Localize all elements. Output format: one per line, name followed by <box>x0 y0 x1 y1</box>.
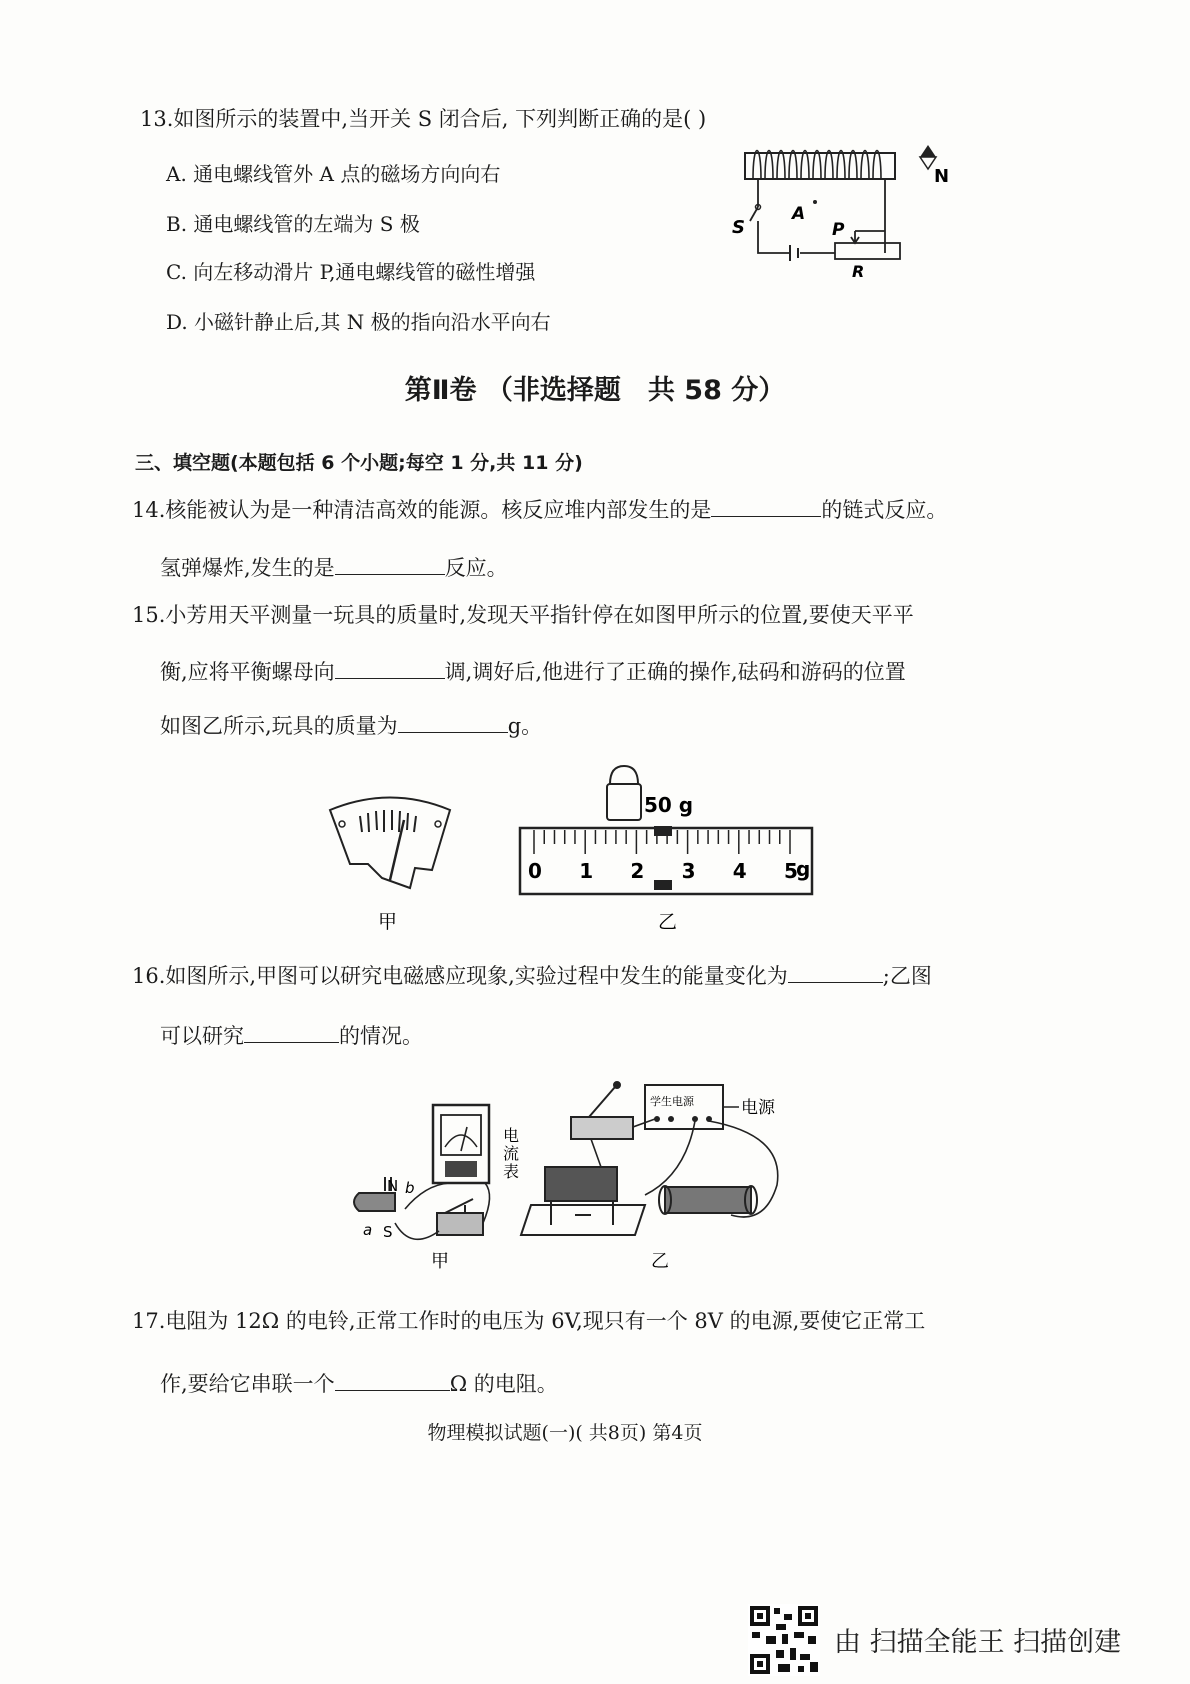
q16-line2 <box>160 1020 423 1051</box>
q15-blank-1[interactable] <box>335 656 445 679</box>
q14-text-a: 14.核能被认为是一种清洁高效的能源。核反应堆内部发生的是 <box>132 498 712 522</box>
caption-jia-15: 甲 <box>378 911 398 933</box>
q13-stem: 13.如图所示的装置中,当开关 S 闭合后, 下列判断正确的是( ) <box>140 107 707 131</box>
label-s-jia: S <box>383 1223 393 1241</box>
q13-option-b: B. 通电螺线管的左端为 S 极 <box>166 212 420 236</box>
balance-pointer-dial <box>330 798 450 889</box>
solenoid-circuit-figure <box>720 135 970 285</box>
q14-blank-2[interactable] <box>335 552 445 575</box>
ammeter-label-2: 流 <box>503 1144 520 1163</box>
q17-line1: 17.电阻为 12Ω 的电铃,正常工作时的电压为 6V,现只有一个 8V 的电源,要使它正常工 <box>132 1309 926 1333</box>
switch-icon <box>437 1199 483 1235</box>
point-a-dot <box>813 200 817 204</box>
label-b-jia: b <box>405 1179 415 1197</box>
rheostat-r <box>835 243 900 259</box>
q16-text-b: ;乙图 <box>882 964 932 988</box>
scale-label: 0 <box>528 859 542 883</box>
q16-text-d: 的情况。 <box>339 1024 423 1048</box>
scanner-watermark: 由 扫描全能王 扫描创建 <box>834 1627 1122 1658</box>
balance-figure <box>320 760 830 940</box>
solenoid-coil <box>753 151 881 180</box>
section3-heading: 三、填空题(本题包括 6 个小题;每空 1 分,共 11 分) <box>135 452 583 474</box>
label-n: N <box>934 166 950 187</box>
q16-blank-2[interactable] <box>244 1020 339 1043</box>
page-footer: 物理模拟试题(一)( 共8页) 第4页 <box>427 1422 703 1444</box>
q15-text-c: 如图乙所示,玩具的质量为 <box>160 714 398 738</box>
label-p: P <box>832 220 845 240</box>
label-a-jia: a <box>363 1221 373 1239</box>
ammeter-label-3: 表 <box>503 1162 520 1181</box>
motor-rail-icon <box>521 1167 645 1235</box>
q17-text-a: 作,要给它串联一个 <box>160 1372 335 1396</box>
q17-text-b: Ω 的电阻。 <box>449 1372 558 1396</box>
induction-apparatus-figure <box>345 1075 815 1275</box>
q15-text-a: 衡,应将平衡螺母向 <box>160 660 335 684</box>
power-box-text: 学生电源 <box>650 1095 694 1108</box>
power-label: 电源 <box>741 1098 775 1118</box>
q14-blank-1[interactable] <box>711 494 821 517</box>
caption-yi-16: 乙 <box>651 1251 669 1272</box>
q16-line1 <box>132 960 932 991</box>
q14-text-c: 氢弹爆炸,发生的是 <box>160 556 335 580</box>
q13-option-c: C. 向左移动滑片 P,通电螺线管的磁性增强 <box>166 260 536 284</box>
q15-line3 <box>160 710 542 741</box>
circuit-wires <box>758 179 885 253</box>
rider-bottom <box>654 880 672 890</box>
scale-label: 1 <box>579 859 594 883</box>
q17-blank-1[interactable] <box>335 1368 450 1391</box>
knife-switch-icon <box>571 1082 633 1139</box>
ammeter-label-1: 电 <box>503 1126 520 1145</box>
q15-line1: 15.小芳用天平测量一玩具的质量时,发现天平指针停在如图甲所示的位置,要使天平平 <box>132 603 914 627</box>
q15-blank-2[interactable] <box>398 710 508 733</box>
q16-blank-1[interactable] <box>788 960 883 983</box>
q15-text-d: g。 <box>507 714 543 738</box>
label-n-jia: N <box>387 1177 399 1195</box>
q14-text-b: 的链式反应。 <box>821 498 948 522</box>
caption-jia-16: 甲 <box>431 1251 449 1272</box>
slider-p <box>851 231 885 243</box>
q16-text-c: 可以研究 <box>160 1024 244 1048</box>
label-a: A <box>792 204 806 224</box>
q14-text-d: 反应。 <box>444 556 508 580</box>
weight-label: 50 g <box>644 793 694 817</box>
power-supply-icon <box>645 1085 723 1129</box>
scale-label: 2 <box>630 859 645 883</box>
rheostat-coil-icon <box>659 1186 757 1214</box>
battery-icon <box>790 245 798 261</box>
weight-50g <box>607 766 641 820</box>
scale-label: 3 <box>681 859 696 883</box>
scale-label: 5 <box>784 859 798 883</box>
scale-unit: g <box>796 857 811 881</box>
q13-option-d: D. 小磁针静止后,其 N 极的指向沿水平向右 <box>166 310 551 334</box>
scale-label: 4 <box>732 859 747 883</box>
q14-line2 <box>160 552 508 583</box>
label-s: S <box>732 217 745 238</box>
ammeter-icon <box>433 1105 489 1183</box>
q16-text-a: 16.如图所示,甲图可以研究电磁感应现象,实验过程中发生的能量变化为 <box>132 964 788 988</box>
caption-yi-15: 乙 <box>658 911 678 933</box>
q14-line1 <box>132 494 947 525</box>
part2-title: 第Ⅱ卷 （非选择题 共 58 分） <box>404 375 786 406</box>
qr-code-icon <box>748 1604 820 1676</box>
q17-line2 <box>160 1368 558 1399</box>
q15-text-b: 调,调好后,他进行了正确的操作,砝码和游码的位置 <box>444 660 906 684</box>
label-r: R <box>852 262 865 281</box>
q15-line2 <box>160 656 906 687</box>
rider-top <box>654 826 672 836</box>
q13-option-a: A. 通电螺线管外 A 点的磁场方向向右 <box>166 162 501 186</box>
